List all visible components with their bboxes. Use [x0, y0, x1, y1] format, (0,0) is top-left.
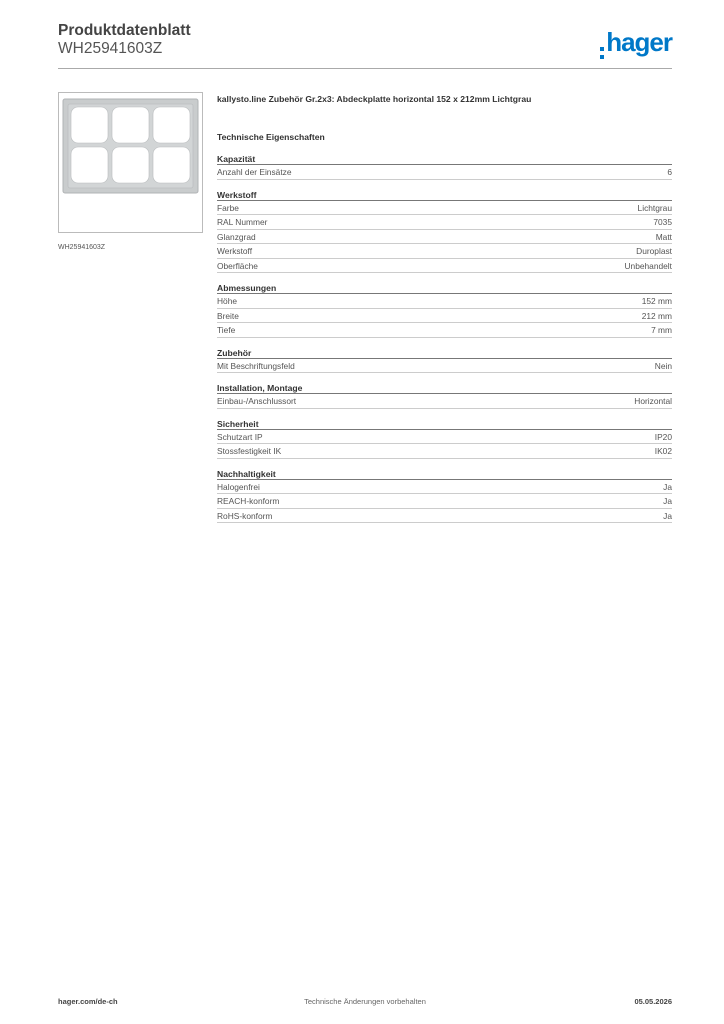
header-divider: [58, 68, 672, 69]
logo-dots-icon: [600, 44, 604, 62]
spec-label: Mit Beschriftungsfeld: [217, 360, 295, 371]
spec-group: [217, 382, 672, 409]
spec-group: [217, 468, 672, 524]
spec-label: Stossfestigkeit IK: [217, 446, 282, 456]
spec-group: [217, 418, 672, 459]
spec-value: Lichtgrau: [637, 202, 672, 213]
spec-row: [217, 230, 672, 245]
spec-group-title: Werkstoff: [217, 189, 672, 201]
spec-value: Duroplast: [636, 246, 672, 256]
spec-group: [217, 347, 672, 374]
spec-label: Werkstoff: [217, 246, 253, 256]
spec-label: Farbe: [217, 202, 239, 213]
spec-row: [217, 215, 672, 230]
spec-value: Horizontal: [634, 396, 672, 406]
spec-value: 152 mm: [641, 296, 672, 306]
spec-group-title: Sicherheit: [217, 418, 672, 430]
footer-website: hager.com/de-ch: [58, 997, 118, 1006]
hager-logo: [600, 27, 672, 62]
plate-cutout: [153, 107, 190, 143]
spec-value: Nein: [654, 360, 672, 371]
spec-row: [217, 259, 672, 274]
section-heading: Technische Eigenschaften: [217, 132, 325, 142]
spec-group-title: Kapazität: [217, 153, 672, 165]
spec-row: [217, 444, 672, 459]
spec-group: [217, 282, 672, 338]
plate-cutout: [112, 147, 149, 183]
spec-value: Ja: [663, 510, 672, 521]
spec-value: Ja: [663, 496, 672, 506]
spec-value: IP20: [654, 431, 672, 442]
spec-group-title: Nachhaltigkeit: [217, 468, 672, 480]
spec-row: [217, 294, 672, 309]
plate-cutout: [71, 107, 108, 143]
footer-notice: Technische Änderungen vorbehalten: [304, 997, 426, 1006]
spec-row: [217, 309, 672, 324]
spec-row: [217, 359, 672, 374]
spec-label: Anzahl der Einsätze: [217, 167, 292, 177]
spec-group: [217, 189, 672, 274]
spec-value: 6: [667, 167, 672, 177]
spec-label: Oberfläche: [217, 260, 258, 271]
spec-value: 7035: [653, 217, 672, 227]
spec-value: Matt: [655, 231, 672, 242]
image-caption: WH25941603Z: [58, 244, 106, 251]
spec-label: Glanzgrad: [217, 231, 256, 242]
document-title: Produktdatenblatt: [58, 22, 191, 39]
spec-row: [217, 323, 672, 338]
spec-label: Schutzart IP: [217, 431, 263, 442]
spec-value: Unbehandelt: [624, 260, 672, 271]
spec-label: RAL Nummer: [217, 217, 268, 227]
spec-group-title: Installation, Montage: [217, 382, 672, 394]
plate-cutout: [153, 147, 190, 183]
spec-value: 212 mm: [641, 310, 672, 321]
spec-label: RoHS-konform: [217, 510, 273, 521]
spec-group-title: Abmessungen: [217, 282, 672, 294]
spec-label: Tiefe: [217, 325, 236, 335]
spec-row: [217, 430, 672, 445]
spec-value: Ja: [663, 481, 672, 492]
spec-row: [217, 480, 672, 495]
spec-value: IK02: [654, 446, 672, 456]
spec-label: Breite: [217, 310, 239, 321]
spec-groups: [217, 153, 672, 523]
product-description: kallysto.line Zubehör Gr.2x3: Abdeckplatte horizontal 152 x 212mm Lichtgrau: [217, 94, 532, 104]
specification-content: [217, 92, 672, 523]
spec-label: Einbau-/Anschlussort: [217, 396, 297, 406]
plate-cutout: [71, 147, 108, 183]
product-image-cover-plate: [62, 98, 199, 194]
product-image-frame: [58, 92, 203, 233]
spec-row: [217, 244, 672, 259]
spec-label: REACH-konform: [217, 496, 280, 506]
spec-label: Halogenfrei: [217, 481, 260, 492]
spec-label: Höhe: [217, 296, 238, 306]
spec-row: [217, 201, 672, 216]
spec-group-title: Zubehör: [217, 347, 672, 359]
spec-row: [217, 394, 672, 409]
spec-row: [217, 494, 672, 509]
spec-group: [217, 153, 672, 180]
spec-value: 7 mm: [651, 325, 672, 335]
page-footer: [58, 997, 672, 1011]
footer-date: 05.05.2026: [634, 997, 672, 1006]
page-header: [58, 22, 672, 68]
spec-row: [217, 165, 672, 180]
plate-cutout: [112, 107, 149, 143]
article-number: WH25941603Z: [58, 40, 163, 57]
spec-row: [217, 509, 672, 524]
logo-text: hager: [606, 27, 672, 57]
